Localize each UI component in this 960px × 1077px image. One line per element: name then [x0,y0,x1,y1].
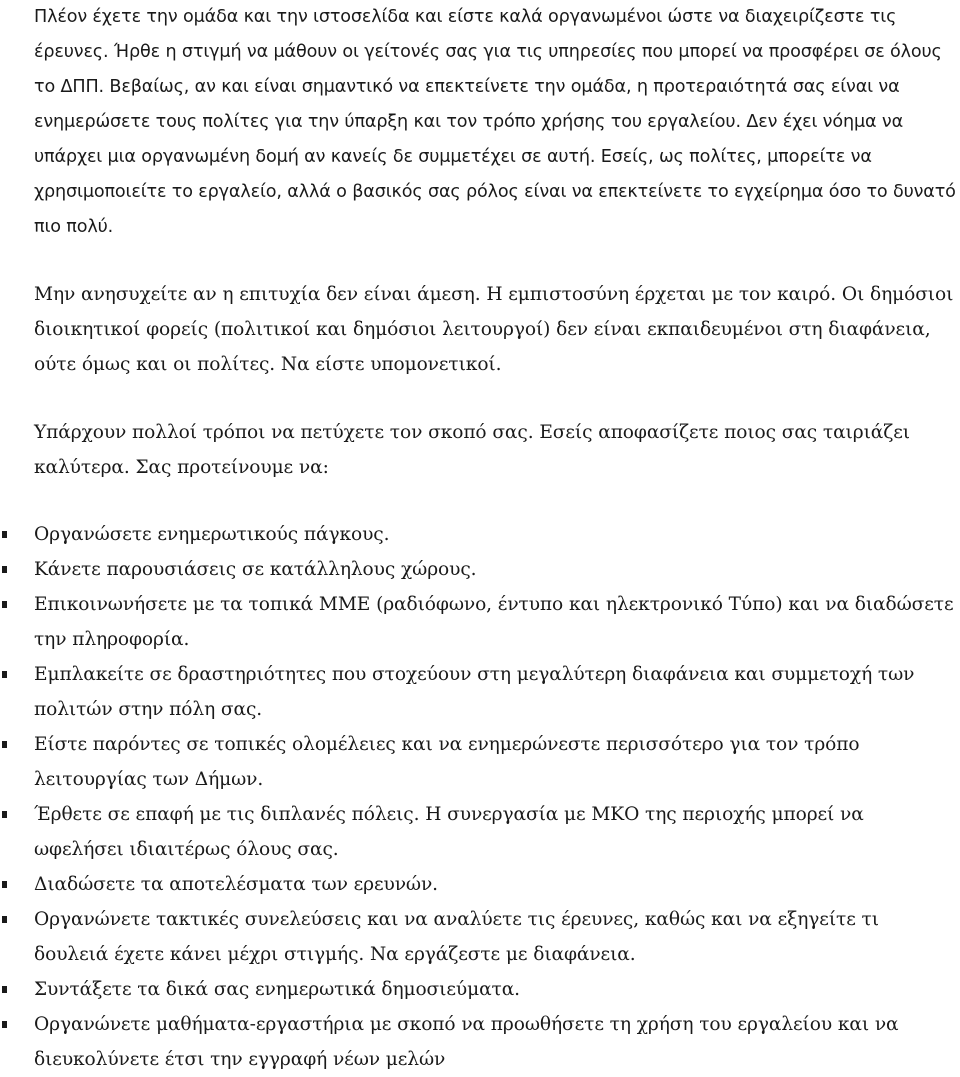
bullet-icon [2,986,7,993]
list-item: Έρθετε σε επαφή με τις διπλανές πόλεις. Η συνεργασία με ΜΚΟ της περιοχής μπορεί να ωφελήσει ιδιαιτέρως όλους σας. [0,797,960,867]
bullet-icon [2,741,7,748]
list-item: Κάνετε παρουσιάσεις σε κατάλληλους χώρους. [0,552,960,587]
list-item: Εμπλακείτε σε δραστηριότητες που στοχεύουν στη μεγαλύτερη διαφάνεια και συμμετοχή των πολιτών στην πόλη σας. [0,657,960,727]
bullet-icon [2,881,7,888]
intro-paragraph: Πλέον έχετε την ομάδα και την ιστοσελίδα και είστε καλά οργανωμένοι ώστε να διαχειρίζεστε τις έρευνες. Ήρθε η στιγμή να μάθουν οι γείτονές σας για τις υπηρεσίες που μπορεί να προσφέρει σε όλους το ΔΠΠ. Βεβαίως, αν και είναι σημαντικό να επεκτείνετε την ομάδα, η προτεραιότητά σας είναι να ενημερώσετε τους πολίτες για την ύπαρξη και τον τρόπο χρήσης του εργαλείου. Δεν έχει νόημα να υπάρχει μια οργανωμένη δομή αν κανείς δε συμμετέχει σε αυτή. Εσείς, ως πολίτες, μπορείτε να χρησιμοποιείτε το εργαλείο, αλλά ο βασικός σας ρόλος είναι να επεκτείνετε το εγχείρημα όσο το δυνατό πιο πολύ. [34,7,956,237]
bullet-icon [2,566,7,573]
list-item: Οργανώνετε μαθήματα-εργαστήρια με σκοπό να προωθήσετε τη χρήση του εργαλείου και να διευκολύνετε έτσι την εγγραφή νέων μελών [0,1007,960,1077]
bullet-icon [2,601,7,608]
methods-paragraph: Υπάρχουν πολλοί τρόποι να πετύχετε τον σκοπό σας. Εσείς αποφασίζετε ποιος σας ταιριάζει καλύτερα. Σας προτείνουμε να: [34,422,910,478]
bullet-icon [2,1021,7,1028]
list-item: Οργανώσετε ενημερωτικούς πάγκους. [0,517,960,552]
bullet-icon [2,671,7,678]
patience-paragraph: Μην ανησυχείτε αν η επιτυχία δεν είναι άμεση. Η εμπιστοσύνη έρχεται με τον καιρό. Οι δημόσιοι διοικητικοί φορείς (πολιτικοί και δημόσιοι λειτουργοί) δεν είναι εκπαιδευμένοι στη διαφάνεια, ούτε όμως και οι πολίτες. Να είστε υπομονετικοί. [34,284,954,375]
bullet-icon [2,531,7,538]
bullet-icon [2,916,7,923]
list-item: Οργανώνετε τακτικές συνελεύσεις και να αναλύετε τις έρευνες, καθώς και να εξηγείτε τι δουλειά έχετε κάνει μέχρι στιγμής. Να εργάζεστε με διαφάνεια. [0,902,960,972]
list-item: Συντάξετε τα δικά σας ενημερωτικά δημοσιεύματα. [0,972,960,1007]
list-item: Επικοινωνήσετε με τα τοπικά ΜΜΕ (ραδιόφωνο, έντυπο και ηλεκτρονικό Τύπο) και να διαδώσετε την πληροφορία. [0,587,960,657]
suggestions-list [0,517,960,1077]
list-item: Διαδώσετε τα αποτελέσματα των ερευνών. [0,867,960,902]
list-item: Είστε παρόντες σε τοπικές ολομέλειες και να ενημερώνεστε περισσότερο για τον τρόπο λειτουργίας των Δήμων. [0,727,960,797]
bullet-icon [2,811,7,818]
